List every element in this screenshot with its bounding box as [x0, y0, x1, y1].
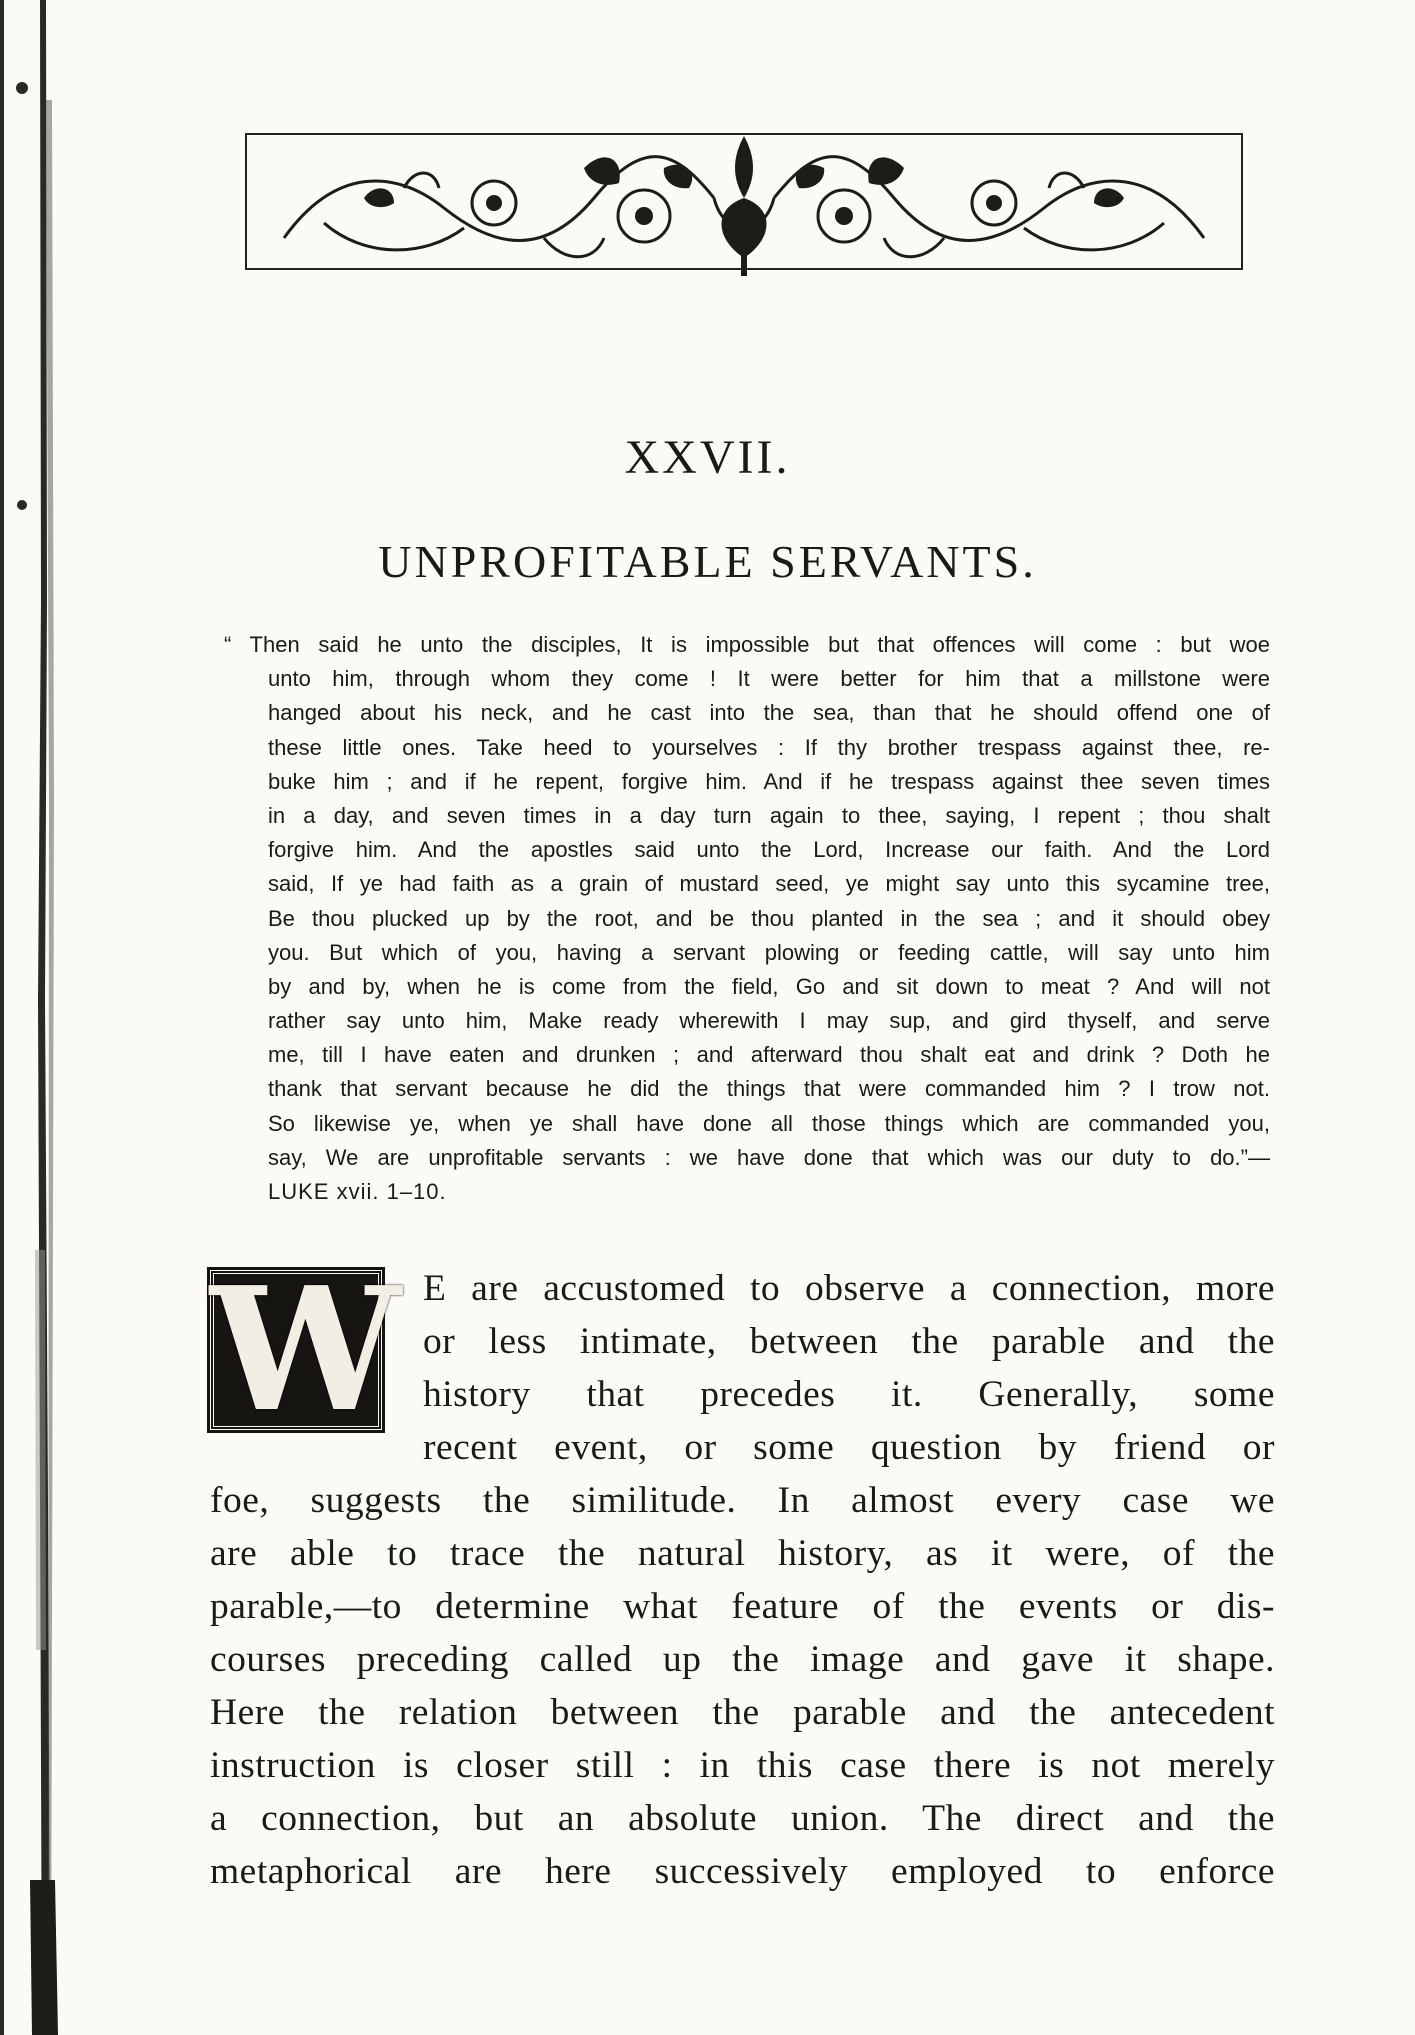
epigraph-line: “ Then said he unto the disciples, It is impossible but that offences will come : but woe [224, 632, 1270, 657]
epigraph-line: said, If ye had faith as a grain of mustard seed, ye might say unto this sycamine tree, [268, 871, 1270, 897]
epigraph-line: by and by, when he is come from the field, Go and sit down to meat ? And will not [268, 973, 1270, 999]
body-line: metaphorical are here successively employed to enforce [210, 1851, 1275, 1892]
body-line: parable,—to determine what feature of the events or dis- [210, 1586, 1275, 1627]
epigraph-line: these little ones. Take heed to yourselves : If thy brother trespass against thee, re- [268, 734, 1270, 760]
chapter-number: XXVII. [624, 431, 791, 484]
body-text [210, 1250, 1275, 1898]
body-line: foe, suggests the similitude. In almost every case we [210, 1480, 1275, 1521]
binding-edge [0, 0, 90, 2035]
epigraph-line: in a day, and seven times in a day turn again to thee, saying, I repent ; thou shalt [268, 802, 1270, 828]
epigraph-line: forgive him. And the apostles said unto the Lord, Increase our faith. And the Lord [268, 837, 1270, 863]
body-line: courses preceding called up the image and gave it shape. [210, 1639, 1275, 1680]
epigraph-line: rather say unto him, Make ready wherewith I may sup, and gird thyself, and serve [268, 1008, 1270, 1034]
epigraph-line: hanged about his neck, and he cast into the sea, than that he should offend one of [268, 700, 1270, 726]
epigraph-line: you. But which of you, having a servant plowing or feeding cattle, will say unto him [268, 939, 1270, 965]
epigraph-citation: LUKE xvii. 1–10. [268, 1179, 447, 1204]
epigraph-line: So likewise ye, when ye shall have done all those things which are commanded you, [268, 1110, 1270, 1136]
epigraph-line: say, We are unprofitable servants : we have done that which was our duty to do.”— [268, 1144, 1270, 1170]
body-line: or less intimate, between the parable and the [423, 1321, 1275, 1362]
epigraph [224, 628, 1270, 1209]
header-ornament [244, 128, 1244, 276]
epigraph-line: Be thou plucked up by the root, and be thou planted in the sea ; and it should obey [268, 905, 1270, 931]
epigraph-line: me, till I have eaten and drunken ; and afterward thou shalt eat and drink ? Doth he [268, 1042, 1270, 1068]
chapter-title: UNPROFITABLE SERVANTS. [378, 536, 1037, 587]
epigraph-line: unto him, through whom they come ! It were better for him that a millstone were [268, 666, 1270, 692]
epigraph-line: thank that servant because he did the things that were commanded him ? I trow not. [268, 1076, 1270, 1102]
body-line: history that precedes it. Generally, some [423, 1374, 1275, 1415]
drop-cap-letter: W [210, 1250, 401, 1450]
epigraph-line: buke him ; and if he repent, forgive him. And if he trespass against thee seven times [268, 768, 1270, 794]
body-line: a connection, but an absolute union. The direct and the [210, 1798, 1275, 1839]
body-line: E are accustomed to observe a connection, more [423, 1268, 1275, 1309]
body-line: instruction is closer still : in this case there is not merely [210, 1745, 1275, 1786]
body-line: Here the relation between the parable and the antecedent [210, 1692, 1275, 1733]
body-line: are able to trace the natural history, as it were, of the [210, 1533, 1275, 1574]
body-line: recent event, or some question by friend or [423, 1427, 1275, 1468]
